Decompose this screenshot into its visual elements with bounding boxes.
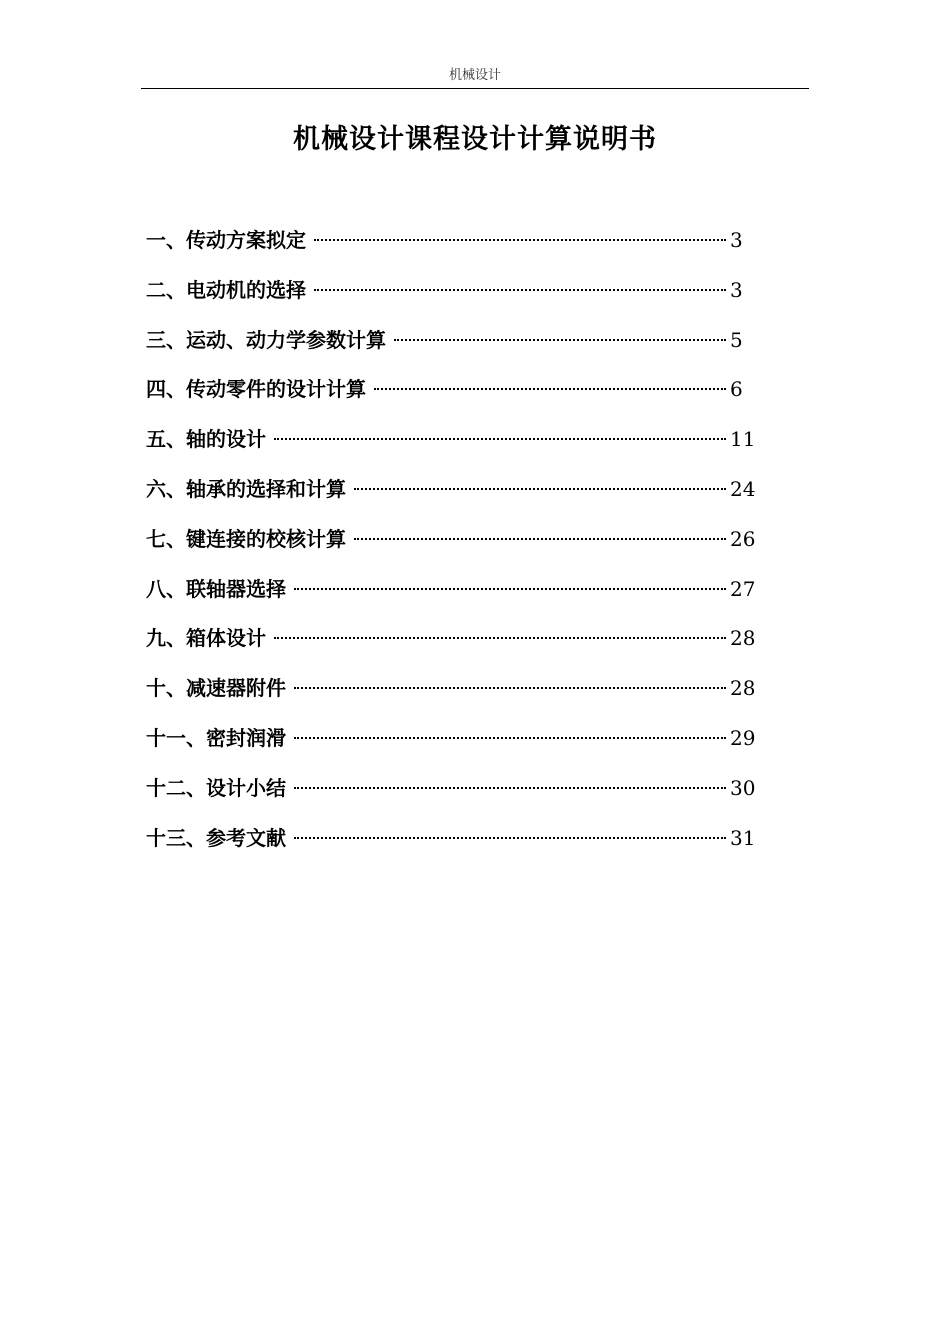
toc-entry-page: 27	[730, 576, 756, 601]
toc-entry[interactable]	[146, 519, 756, 569]
toc-entry-page: 29	[730, 725, 756, 750]
table-of-contents	[146, 220, 756, 867]
toc-entry[interactable]	[146, 320, 752, 370]
toc-dot-leader	[314, 239, 726, 241]
toc-entry-label: 十一、密封润滑	[146, 725, 286, 750]
toc-dot-leader	[394, 339, 726, 341]
toc-dot-leader	[354, 488, 726, 490]
toc-entry-label: 一、传动方案拟定	[146, 228, 306, 252]
running-title: 机械设计	[448, 68, 501, 83]
toc-entry-label: 二、电动机的选择	[146, 277, 306, 302]
toc-entry[interactable]	[146, 818, 756, 868]
toc-dot-leader	[294, 687, 726, 689]
toc-entry[interactable]	[146, 270, 752, 320]
toc-entry-label: 七、键连接的校核计算	[146, 526, 346, 551]
toc-entry[interactable]	[146, 618, 756, 668]
toc-entry-page: 26	[730, 526, 756, 551]
toc-dot-leader	[294, 737, 726, 739]
toc-entry-label: 九、箱体设计	[146, 626, 266, 651]
toc-dot-leader	[274, 637, 726, 639]
toc-entry-page: 3	[730, 277, 743, 302]
toc-entry[interactable]	[146, 668, 756, 718]
page-header	[141, 64, 809, 89]
toc-dot-leader	[274, 438, 726, 440]
toc-entry-label: 六、轴承的选择和计算	[146, 476, 346, 501]
toc-dot-leader	[294, 588, 726, 590]
toc-dot-leader	[294, 837, 726, 839]
toc-entry[interactable]	[146, 569, 756, 619]
toc-entry[interactable]	[146, 419, 756, 469]
toc-entry-label: 三、运动、动力学参数计算	[146, 327, 386, 352]
toc-dot-leader	[294, 787, 726, 789]
toc-entry-page: 31	[730, 825, 756, 850]
toc-entry[interactable]	[146, 369, 752, 419]
toc-entry-label: 八、联轴器选择	[146, 576, 286, 601]
toc-entry-page: 3	[730, 228, 743, 252]
toc-entry-label: 十、减速器附件	[146, 676, 286, 701]
toc-entry-page: 30	[730, 775, 756, 800]
toc-entry-label: 十二、设计小结	[146, 775, 286, 800]
toc-entry-page: 6	[730, 377, 743, 402]
toc-entry-page: 24	[730, 476, 756, 501]
toc-entry[interactable]	[146, 718, 756, 768]
toc-entry[interactable]	[146, 469, 756, 519]
toc-entry-label: 四、传动零件的设计计算	[146, 377, 366, 402]
toc-entry-page: 28	[730, 626, 756, 651]
toc-entry-label: 五、轴的设计	[146, 427, 266, 452]
toc-dot-leader	[354, 538, 726, 540]
toc-entry[interactable]	[146, 768, 756, 818]
toc-dot-leader	[374, 388, 726, 390]
document-title: 机械设计课程设计计算说明书	[293, 124, 657, 155]
toc-entry-page: 5	[730, 327, 743, 352]
toc-entry-label: 十三、参考文献	[146, 825, 286, 850]
toc-dot-leader	[314, 289, 726, 291]
toc-entry[interactable]	[146, 220, 752, 270]
toc-entry-page: 28	[730, 676, 756, 701]
toc-entry-page: 11	[730, 427, 756, 452]
